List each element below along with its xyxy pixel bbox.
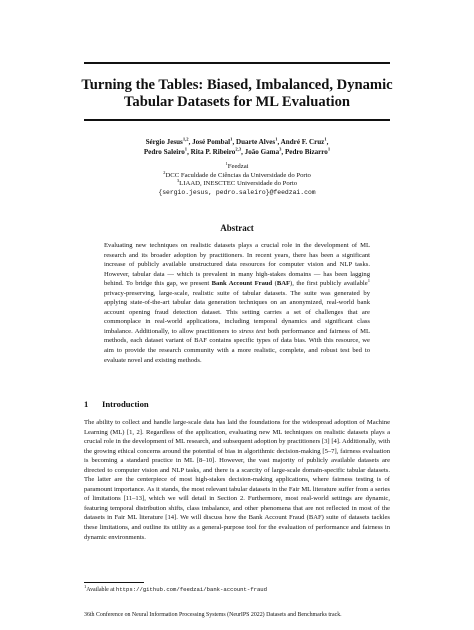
section-title: Introduction	[102, 399, 149, 409]
author-affiliation-mark: 2,3	[235, 146, 242, 152]
author-name: Sérgio Jesus	[145, 138, 183, 146]
author-affiliation-mark: 1	[327, 146, 331, 152]
author-affiliation-mark: 3	[279, 146, 282, 152]
affiliations	[84, 160, 390, 197]
section-number: 1	[84, 399, 89, 409]
introduction-paragraph: The ability to collect and handle large-scale data has laid the foundations for the widespread adoption of Machine Learning (ML) [1, 2]. Regardless of the application, evaluating new ML techniques on realistic datasets plays a crucial role in the development of ML research, and subsequent adoption by practitioners [3] [4]. Additionally, with the growing ethical concerns around the potential of bias in algorithmic decision-making [5–7], fairness evaluation is becoming a standard practice in ML [8–10]. However, the vast majority of publicly available datasets are directed to computer vision and NLP tasks, and there is a scarcity of large-scale domain-specific tabular datasets. The latter are the centerpiece of most high-stakes decision-making applications, where fairness testing is of paramount importance. As it stands, the most relevant tabular datasets in the Fair ML literature suffer from a series of limitations [11–13], which we will detail in Section 2. Furthermore, most real-world settings are dynamic, featuring temporal distribution shifts, class imbalance, and other phenomena that are not reflected in most of the datasets in Fair ML literature [14]. We will discuss how the Bank Account Fraud (BAF) suite of datasets tackles these limitations, and outline its utility as a general-purpose tool for the evaluation of performance and fairness in dynamic environments.	[84, 419, 390, 541]
footnote: $^1$Available at https://github.com/feedzai/bank-account-fraud	[84, 584, 268, 593]
section-heading-introduction	[84, 399, 149, 409]
dataset-abbreviation: BAF	[276, 280, 291, 288]
abstract-text: Evaluating new techniques on realistic datasets plays a crucial role in the development of ML research and its broader adoption by practitioners. In recent years, there has been a significant increase of publicly available unstructured data resources for computer vision and NLP tasks. However, tabular data — which is prevalent in many high-stakes domains — has been lagging behind. To bridge this gap, we present Bank Account Fraud (BAF), the first publicly available$^1$ privacy-preserving, large-scale, realistic suite of tabular datasets. The suite was generated by applying state-of-the-art tabular data generation techniques on an anonymized, real-world bank account opening fraud detection dataset. This setting carries a set of challenges that are commonplace in real-world applications, including temporal dynamics and significant class imbalance. Additionally, to allow practitioners to stress test both performance and fairness of ML methods, each dataset variant of BAF contains specific types of data bias. With this resource, we aim to provide the research community with a more realistic, complete, and robust test bed to evaluate novel and existing methods.	[104, 242, 370, 364]
title-bottom-rule	[84, 119, 390, 121]
author-name: João Gama	[244, 147, 280, 156]
author-list	[84, 138, 390, 157]
author-name: Rita P. Ribeiro	[190, 147, 236, 156]
title-top-rule	[84, 62, 390, 64]
author-line-1: Sérgio Jesus$^{1,2}$, José Pombal$^1$, Duarte Alves$^1$, André F. Cruz$^1$,	[145, 136, 329, 146]
affiliation-line: $^3$LIAAD, INESCTEC Universidade do Porto	[176, 177, 298, 188]
author-affiliation-mark: 1	[275, 136, 278, 142]
author-emails: {sergio.jesus, pedro.saleiro}@feedzai.com	[158, 188, 316, 196]
repository-link[interactable]: https://github.com/feedzai/bank-account-fraud	[115, 586, 268, 593]
author-affiliation-mark: 1	[230, 136, 233, 142]
emphasis-stress-test: stress test	[239, 327, 266, 335]
author-line-2: Pedro Saleiro$^1$, Rita P. Ribeiro$^{2,3}$, João Gama$^3$, Pedro Bizarro$^1$	[143, 146, 331, 156]
paper-title	[60, 77, 414, 110]
title-line-2: Tabular Datasets for ML Evaluation	[124, 93, 350, 110]
affiliation-line: $^2$DCC Faculdade de Ciências da Universidade do Porto	[163, 169, 311, 179]
footnote-rule	[84, 582, 144, 583]
dataset-name: Bank Account Fraud	[211, 280, 273, 288]
title-line-1: Turning the Tables: Biased, Imbalanced, Dynamic	[81, 77, 393, 93]
author-affiliation-mark: 1,2	[182, 136, 189, 142]
author-affiliation-mark: 1	[184, 146, 188, 152]
footnote-number: 1	[84, 584, 87, 590]
author-name: José Pombal	[192, 138, 231, 146]
author-affiliation-mark: 1	[324, 136, 327, 142]
author-name: Pedro Bizarro	[284, 147, 328, 156]
author-name: Duarte Alves	[235, 138, 276, 146]
conference-note: 36th Conference on Neural Information Processing Systems (NeurIPS 2022) Datasets and Benchmarks track.	[84, 612, 342, 618]
author-name: André F. Cruz	[280, 138, 325, 146]
footnote-mark[interactable]: 1	[367, 278, 370, 283]
abstract-heading: Abstract	[220, 223, 254, 233]
author-name: Pedro Saleiro	[143, 147, 185, 156]
affiliation-line: $^1$Feedzai	[225, 160, 249, 170]
